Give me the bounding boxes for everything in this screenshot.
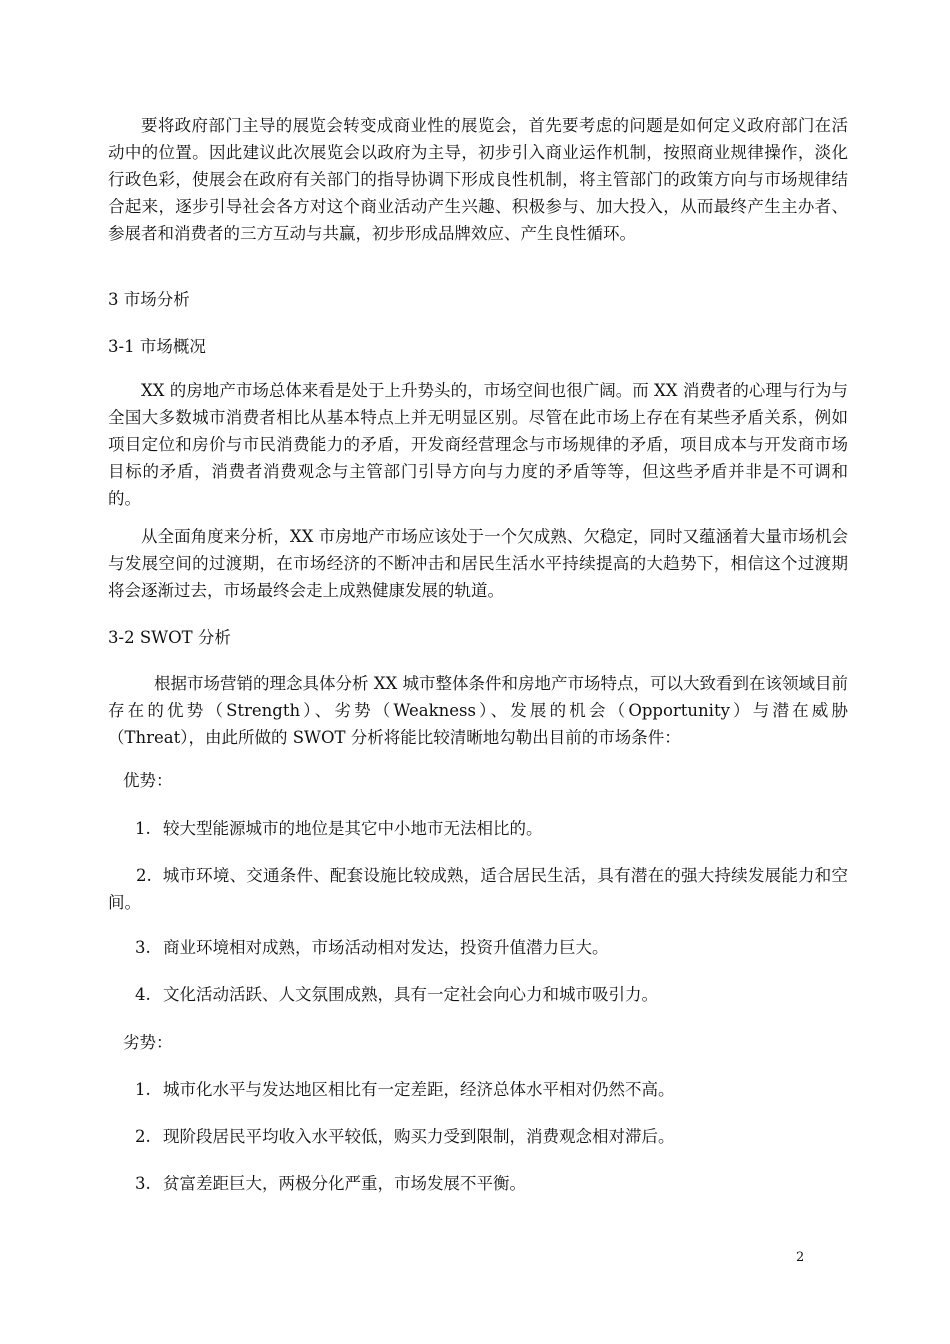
section-heading-swot: 3-2 SWOT 分析 [108, 628, 231, 647]
list-number: 2. [136, 866, 152, 885]
list-item-text: 商业环境相对成熟，市场活动相对发达，投资升值潜力巨大。 [163, 938, 609, 957]
list-number: 1. [135, 819, 151, 838]
strength-item [135, 815, 543, 842]
strength-item [108, 862, 848, 916]
list-item-text: 贫富差距巨大，两极分化严重，市场发展不平衡。 [163, 1174, 526, 1193]
list-item-text: 城市化水平与发达地区相比有一定差距，经济总体水平相对仍然不高。 [163, 1080, 675, 1099]
strength-item [135, 981, 658, 1008]
weaknesses-label: 劣势： [123, 1033, 173, 1052]
page-number: 2 [796, 1250, 805, 1265]
strengths-label: 优势： [123, 771, 173, 790]
swot-intro-paragraph: 根据市场营销的理念具体分析 XX 城市整体条件和房地产市场特点，可以大致看到在该领域目前存在的优势（Strength）、劣势（Weakness）、发展的机会（Opportunity）与潜在威胁（Threat），由此所做的 SWOT 分析将能比较清晰地勾勒出目前的市场条件： [108, 674, 848, 747]
list-number: 3. [135, 1174, 151, 1193]
overview-paragraph-1: XX 的房地产市场总体来看是处于上升势头的，市场空间也很广阔。而 XX 消费者的心理与行为与全国大多数城市消费者相比从基本特点上并无明显区别。尽管在此市场上存在有某些矛盾关系，例如项目定位和房价与市民消费能力的矛盾，开发商经营理念与市场规律的矛盾，项目成本与开发商市场目标的矛盾，消费者消费观念与主管部门引导方向与力度的矛盾等等，但这些矛盾并非是不可调和的。 [108, 381, 848, 508]
weakness-item [135, 1076, 675, 1103]
list-item-text: 文化活动活跃、人文氛围成熟，具有一定社会向心力和城市吸引力。 [163, 985, 658, 1004]
weakness-item [135, 1170, 526, 1197]
strength-item [135, 934, 609, 961]
list-number: 4. [135, 985, 151, 1004]
list-number: 2. [135, 1127, 151, 1146]
list-number: 1. [135, 1080, 151, 1099]
list-number: 3. [135, 938, 151, 957]
list-item-text: 城市环境、交通条件、配套设施比较成熟，适合居民生活，具有潜在的强大持续发展能力和空间。 [108, 866, 848, 912]
overview-paragraph-2: 从全面角度来分析，XX 市房地产市场应该处于一个欠成熟、欠稳定，同时又蕴涵着大量市场机会与发展空间的过渡期，在市场经济的不断冲击和居民生活水平持续提高的大趋势下，相信这个过渡期将会逐渐过去，市场最终会走上成熟健康发展的轨道。 [108, 527, 848, 600]
list-item-text: 较大型能源城市的地位是其它中小地市无法相比的。 [163, 819, 543, 838]
list-item-text: 现阶段居民平均收入水平较低，购买力受到限制，消费观念相对滞后。 [163, 1127, 675, 1146]
section-heading-market-analysis: 3 市场分析 [108, 290, 190, 309]
weakness-item [135, 1123, 675, 1150]
intro-paragraph: 要将政府部门主导的展览会转变成商业性的展览会，首先要考虑的问题是如何定义政府部门在活动中的位置。因此建议此次展览会以政府为主导，初步引入商业运作机制，按照商业规律操作，淡化行政色彩，使展会在政府有关部门的指导协调下形成良性机制，将主管部门的政策方向与市场规律结合起来，逐步引导社会各方对这个商业活动产生兴趣、积极参与、加大投入，从而最终产生主办者、参展者和消费者的三方互动与共赢，初步形成品牌效应、产生良性循环。 [108, 116, 848, 243]
section-heading-market-overview: 3-1 市场概况 [108, 337, 206, 356]
